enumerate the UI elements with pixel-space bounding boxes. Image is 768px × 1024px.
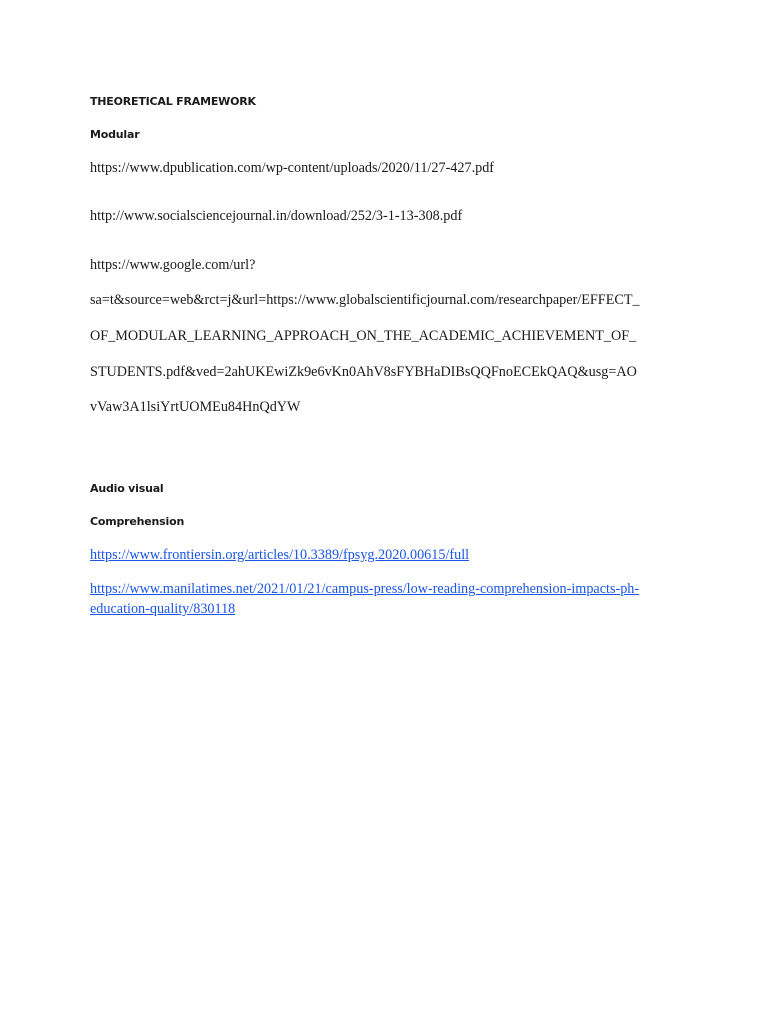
document-title: THEORETICAL FRAMEWORK [90, 95, 256, 108]
section-heading-modular: Modular [90, 128, 140, 141]
link-manilatimes-line-2[interactable]: education-quality/830118 [90, 601, 236, 617]
section-heading-comprehension: Comprehension [90, 515, 185, 528]
reference-google-line-4: STUDENTS.pdf&ved=2ahUKEwiZk9e6vKn0AhV8sFYBHaDIBsQQFnoECEkQAQ&usg=AO [90, 364, 637, 380]
link-frontiersin[interactable]: https://www.frontiersin.org/articles/10.3389/fpsyg.2020.00615/full [90, 547, 470, 563]
link-manilatimes-line-1[interactable]: https://www.manilatimes.net/2021/01/21/campus-press/low-reading-comprehension-impacts-ph- [90, 581, 640, 597]
reference-socialsciencejournal: http://www.socialsciencejournal.in/download/252/3-1-13-308.pdf [90, 208, 463, 224]
reference-google-line-3: OF_MODULAR_LEARNING_APPROACH_ON_THE_ACADEMIC_ACHIEVEMENT_OF_ [90, 328, 637, 344]
reference-google-line-5: vVaw3A1lsiYrtUOMEu84HnQdYW [90, 399, 301, 415]
section-heading-audio-visual: Audio visual [90, 482, 164, 495]
reference-dpublication: https://www.dpublication.com/wp-content/uploads/2020/11/27-427.pdf [90, 160, 495, 176]
reference-google-line-1: https://www.google.com/url? [90, 257, 256, 273]
reference-google-line-2: sa=t&source=web&rct=j&url=https://www.globalscientificjournal.com/researchpaper/EFFECT_ [90, 292, 640, 308]
